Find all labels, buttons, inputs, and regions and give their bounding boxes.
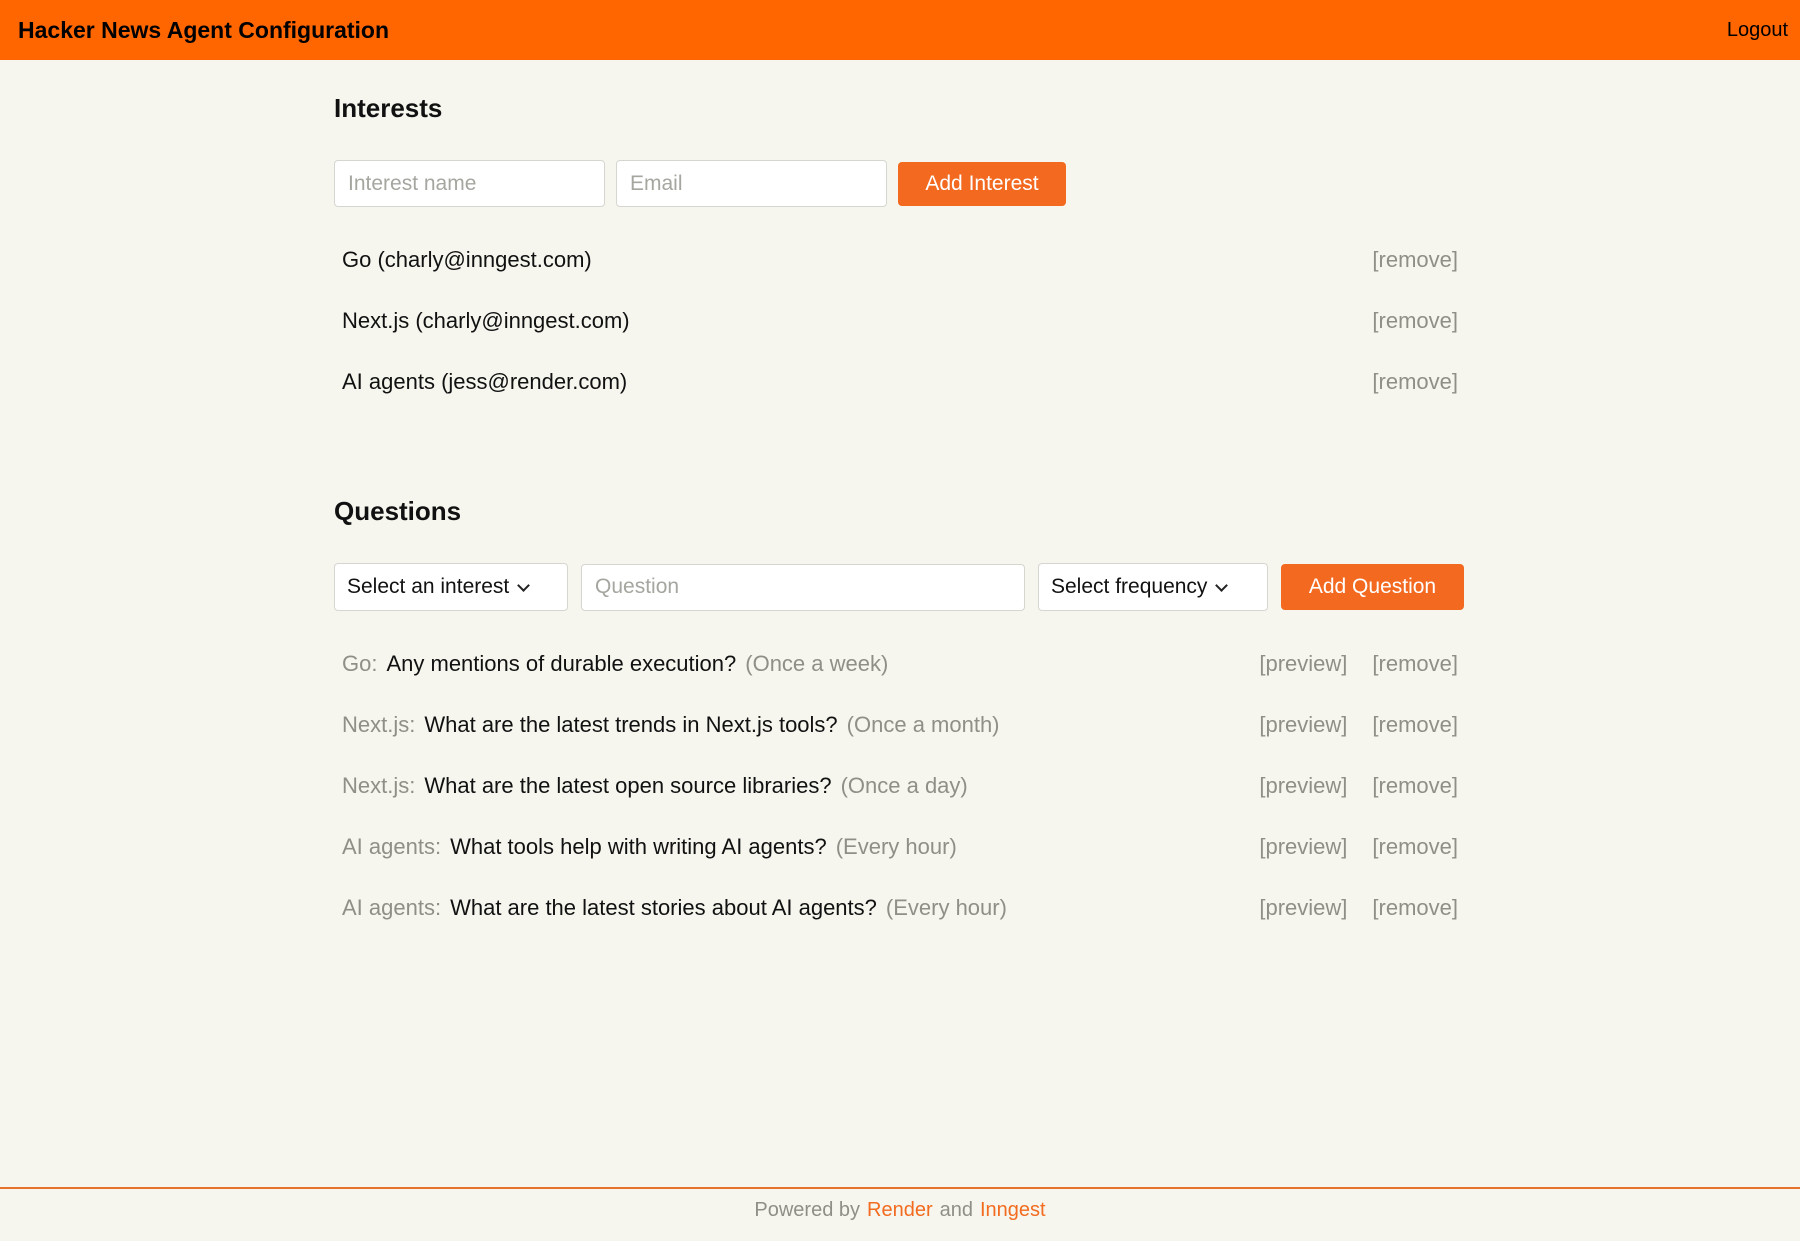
question-frequency: (Every hour) [885, 895, 1007, 920]
footer-credits [754, 1199, 1045, 1222]
interests-list [334, 245, 1466, 397]
interest-row [342, 306, 1458, 336]
question-preview-link[interactable]: [preview] [1259, 651, 1348, 676]
add-interest-form [334, 160, 1466, 207]
frequency-select-value: Select frequency [1051, 575, 1208, 598]
question-text: What are the latest stories about AI agents? [450, 895, 877, 920]
footer [0, 1187, 1800, 1241]
interest-remove-link[interactable]: [remove] [1372, 247, 1458, 272]
question-interest-prefix: AI agents: [342, 895, 442, 920]
chevron-down-icon [517, 579, 530, 592]
question-preview-link[interactable]: [preview] [1259, 712, 1348, 737]
question-preview-link[interactable]: [preview] [1259, 834, 1348, 859]
interest-label: Go (charly@inngest.com) [342, 247, 592, 272]
main-content [334, 60, 1466, 923]
interest-row [342, 245, 1458, 275]
interest-remove-link[interactable]: [remove] [1372, 308, 1458, 333]
frequency-select[interactable] [1038, 563, 1268, 611]
question-interest-prefix: AI agents: [342, 834, 442, 859]
questions-list [334, 649, 1466, 923]
interest-select[interactable] [334, 563, 568, 611]
add-interest-button[interactable]: Add Interest [898, 162, 1066, 206]
add-question-form [334, 563, 1466, 611]
question-preview-link[interactable]: [preview] [1259, 895, 1348, 920]
question-frequency: (Every hour) [835, 834, 957, 859]
question-row [342, 832, 1458, 862]
interest-label: AI agents (jess@render.com) [342, 369, 628, 394]
question-text: What are the latest trends in Next.js tools? [424, 712, 838, 737]
interest-remove-link[interactable]: [remove] [1372, 369, 1458, 394]
question-row [342, 893, 1458, 923]
interest-email-input[interactable] [616, 160, 887, 207]
question-remove-link[interactable]: [remove] [1372, 834, 1458, 859]
questions-heading: Questions [334, 496, 462, 526]
question-frequency: (Once a day) [840, 773, 968, 798]
question-remove-link[interactable]: [remove] [1372, 651, 1458, 676]
interest-row [342, 367, 1458, 397]
chevron-down-icon [1216, 579, 1229, 592]
interest-label: Next.js (charly@inngest.com) [342, 308, 630, 333]
question-preview-link[interactable]: [preview] [1259, 773, 1348, 798]
interest-select-value: Select an interest [347, 575, 510, 598]
question-remove-link[interactable]: [remove] [1372, 712, 1458, 737]
header-bar [0, 0, 1800, 60]
question-remove-link[interactable]: [remove] [1372, 773, 1458, 798]
render-link[interactable]: Render [867, 1199, 933, 1221]
question-row [342, 710, 1458, 740]
question-text: What tools help with writing AI agents? [450, 834, 827, 859]
add-question-button[interactable]: Add Question [1281, 564, 1464, 610]
powered-by-text: Powered by [754, 1199, 861, 1221]
interest-name-input[interactable] [334, 160, 605, 207]
question-row [342, 771, 1458, 801]
question-input[interactable] [581, 564, 1025, 611]
logout-link[interactable]: Logout [1726, 18, 1788, 41]
question-remove-link[interactable]: [remove] [1372, 895, 1458, 920]
interests-heading: Interests [334, 93, 443, 123]
question-frequency: (Once a week) [745, 651, 889, 676]
question-interest-prefix: Next.js: [342, 712, 416, 737]
question-frequency: (Once a month) [846, 712, 1000, 737]
app-title: Hacker News Agent Configuration [18, 16, 390, 43]
question-text: What are the latest open source libraries? [424, 773, 832, 798]
question-row [342, 649, 1458, 679]
and-text: and [939, 1199, 973, 1221]
question-text: Any mentions of durable execution? [386, 651, 737, 676]
question-interest-prefix: Next.js: [342, 773, 416, 798]
inngest-link[interactable]: Inngest [980, 1199, 1046, 1221]
question-interest-prefix: Go: [342, 651, 378, 676]
